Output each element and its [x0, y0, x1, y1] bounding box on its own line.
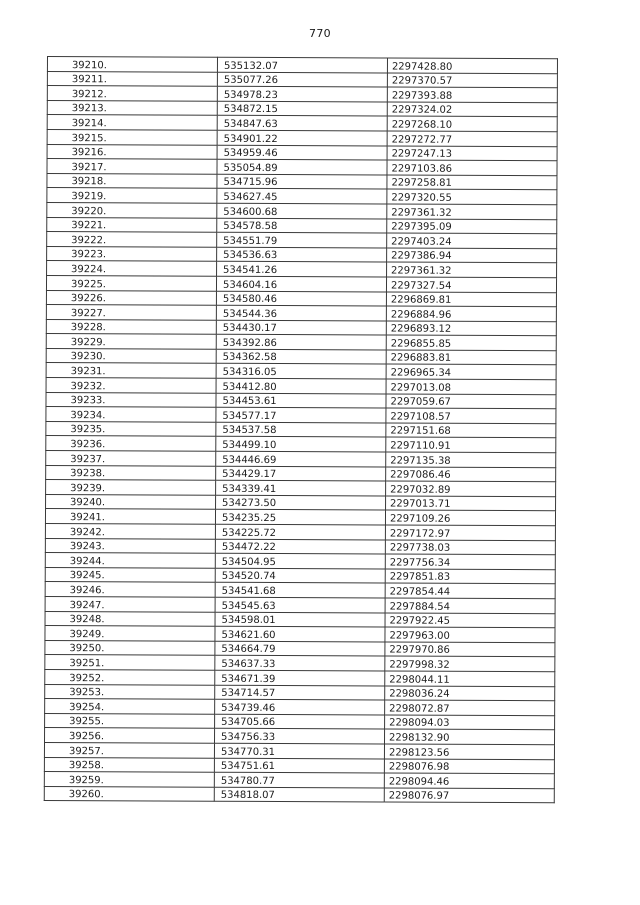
y-coordinate-cell: 2297247.13 [387, 146, 557, 161]
point-number-cell: 39220. [47, 202, 217, 217]
x-coordinate-cell: 534604.16 [216, 276, 386, 291]
point-number-cell: 39245. [45, 567, 215, 582]
x-coordinate-cell: 534598.01 [215, 612, 385, 627]
x-coordinate-cell: 534580.46 [216, 291, 386, 306]
point-number-cell: 39252. [45, 669, 215, 684]
point-number-cell: 39244. [45, 553, 215, 568]
x-coordinate-cell: 534453.61 [216, 393, 386, 408]
y-coordinate-cell: 2297970.86 [385, 642, 555, 657]
y-coordinate-cell: 2297370.57 [387, 73, 557, 88]
x-coordinate-cell: 534392.86 [216, 335, 386, 350]
x-coordinate-cell: 534756.33 [215, 729, 385, 744]
x-coordinate-cell: 534362.58 [216, 349, 386, 364]
x-coordinate-cell: 534446.69 [216, 451, 386, 466]
y-coordinate-cell: 2297884.54 [385, 598, 555, 613]
y-coordinate-cell: 2298072.87 [385, 700, 555, 715]
point-number-cell: 39237. [46, 451, 216, 466]
y-coordinate-cell: 2297013.71 [386, 496, 556, 511]
x-coordinate-cell: 534316.05 [216, 364, 386, 379]
point-number-cell: 39251. [45, 655, 215, 670]
point-number-cell: 39225. [46, 275, 216, 290]
y-coordinate-cell: 2297151.68 [386, 423, 556, 438]
y-coordinate-cell: 2297103.86 [387, 160, 557, 175]
x-coordinate-cell: 534537.58 [216, 422, 386, 437]
y-coordinate-cell: 2297109.26 [385, 510, 555, 525]
x-coordinate-cell: 534541.68 [215, 583, 385, 598]
point-number-cell: 39210. [47, 57, 217, 72]
point-number-cell: 39260. [44, 786, 214, 801]
y-coordinate-cell: 2297998.32 [385, 656, 555, 671]
y-coordinate-cell: 2297086.46 [386, 467, 556, 482]
x-coordinate-cell: 534235.25 [215, 510, 385, 525]
y-coordinate-cell: 2296869.81 [386, 291, 556, 306]
x-coordinate-cell: 535054.89 [217, 159, 387, 174]
y-coordinate-cell: 2297268.10 [387, 116, 557, 131]
point-number-cell: 39250. [45, 640, 215, 655]
point-number-cell: 39223. [47, 246, 217, 261]
x-coordinate-cell: 534959.46 [217, 145, 387, 160]
point-number-cell: 39230. [46, 348, 216, 363]
point-number-cell: 39258. [44, 757, 214, 772]
x-coordinate-cell: 534715.96 [217, 174, 387, 189]
y-coordinate-cell: 2297361.32 [387, 262, 557, 277]
point-number-cell: 39233. [46, 392, 216, 407]
point-number-cell: 39256. [45, 728, 215, 743]
y-coordinate-cell: 2297738.03 [385, 540, 555, 555]
point-number-cell: 39222. [47, 232, 217, 247]
y-coordinate-cell: 2298132.90 [385, 729, 555, 744]
x-coordinate-cell: 534225.72 [215, 524, 385, 539]
point-number-cell: 39228. [46, 319, 216, 334]
x-coordinate-cell: 534780.77 [214, 772, 384, 787]
x-coordinate-cell: 534600.68 [217, 203, 387, 218]
y-coordinate-cell: 2296855.85 [386, 335, 556, 350]
y-coordinate-cell: 2297258.81 [387, 175, 557, 190]
point-number-cell: 39241. [45, 509, 215, 524]
point-number-cell: 39242. [45, 523, 215, 538]
page-number: 770 [309, 27, 331, 40]
y-coordinate-cell: 2298076.98 [384, 758, 554, 773]
point-number-cell: 39211. [47, 71, 217, 86]
y-coordinate-cell: 2297963.00 [385, 627, 555, 642]
point-number-cell: 39259. [44, 772, 214, 787]
x-coordinate-cell: 534664.79 [215, 641, 385, 656]
x-coordinate-cell: 534705.66 [215, 714, 385, 729]
x-coordinate-cell: 534671.39 [215, 670, 385, 685]
y-coordinate-cell: 2297324.02 [387, 102, 557, 117]
x-coordinate-cell: 534621.60 [215, 626, 385, 641]
x-coordinate-cell: 534430.17 [216, 320, 386, 335]
y-coordinate-cell: 2297403.24 [387, 233, 557, 248]
point-number-cell: 39254. [45, 699, 215, 714]
point-number-cell: 39234. [46, 407, 216, 422]
point-number-cell: 39212. [47, 86, 217, 101]
y-coordinate-cell: 2298123.56 [384, 744, 554, 759]
point-number-cell: 39240. [46, 494, 216, 509]
x-coordinate-cell: 535132.07 [217, 57, 387, 72]
point-number-cell: 39229. [46, 334, 216, 349]
x-coordinate-cell: 534770.31 [214, 743, 384, 758]
x-coordinate-cell: 534637.33 [215, 656, 385, 671]
x-coordinate-cell: 534472.22 [215, 539, 385, 554]
x-coordinate-cell: 534429.17 [216, 466, 386, 481]
y-coordinate-cell: 2297361.32 [387, 204, 557, 219]
x-coordinate-cell: 534551.79 [217, 232, 387, 247]
y-coordinate-cell: 2297756.34 [385, 554, 555, 569]
point-number-cell: 39248. [45, 611, 215, 626]
x-coordinate-cell: 534739.46 [215, 699, 385, 714]
x-coordinate-cell: 534412.80 [216, 378, 386, 393]
x-coordinate-cell: 534499.10 [216, 437, 386, 452]
point-number-cell: 39238. [46, 465, 216, 480]
point-number-cell: 39215. [47, 129, 217, 144]
x-coordinate-cell: 534578.58 [217, 218, 387, 233]
point-number-cell: 39221. [47, 217, 217, 232]
y-coordinate-cell: 2297059.67 [386, 394, 556, 409]
coordinate-table [44, 56, 558, 804]
point-number-cell: 39255. [45, 713, 215, 728]
y-coordinate-cell: 2297327.54 [386, 277, 556, 292]
y-coordinate-cell: 2297013.08 [386, 379, 556, 394]
x-coordinate-cell: 534978.23 [217, 86, 387, 101]
y-coordinate-cell: 2298094.03 [385, 715, 555, 730]
y-coordinate-cell: 2297393.88 [387, 87, 557, 102]
y-coordinate-cell: 2297922.45 [385, 613, 555, 628]
point-number-cell: 39218. [47, 173, 217, 188]
y-coordinate-cell: 2296884.96 [386, 306, 556, 321]
table-row [44, 786, 554, 803]
y-coordinate-cell: 2298044.11 [385, 671, 555, 686]
point-number-cell: 39247. [45, 596, 215, 611]
x-coordinate-cell: 534545.63 [215, 597, 385, 612]
y-coordinate-cell: 2297320.55 [387, 189, 557, 204]
point-number-cell: 39236. [46, 436, 216, 451]
x-coordinate-cell: 534818.07 [214, 787, 384, 802]
point-number-cell: 39216. [47, 144, 217, 159]
y-coordinate-cell: 2297272.77 [387, 131, 557, 146]
y-coordinate-cell: 2297135.38 [386, 452, 556, 467]
y-coordinate-cell: 2297110.91 [386, 437, 556, 452]
point-number-cell: 39217. [47, 159, 217, 174]
point-number-cell: 39214. [47, 115, 217, 130]
point-number-cell: 39213. [47, 100, 217, 115]
y-coordinate-cell: 2298076.97 [384, 788, 554, 803]
y-coordinate-cell: 2297386.94 [387, 248, 557, 263]
y-coordinate-cell: 2297108.57 [386, 408, 556, 423]
point-number-cell: 39249. [45, 626, 215, 641]
point-number-cell: 39232. [46, 378, 216, 393]
x-coordinate-cell: 534520.74 [215, 568, 385, 583]
y-coordinate-cell: 2296883.81 [386, 350, 556, 365]
point-number-cell: 39246. [45, 582, 215, 597]
point-number-cell: 39235. [46, 421, 216, 436]
x-coordinate-cell: 534273.50 [216, 495, 386, 510]
y-coordinate-cell: 2297428.80 [387, 58, 557, 73]
y-coordinate-cell: 2296965.34 [386, 364, 556, 379]
x-coordinate-cell: 534504.95 [215, 553, 385, 568]
y-coordinate-cell: 2298094.46 [384, 773, 554, 788]
x-coordinate-cell: 535077.26 [217, 72, 387, 87]
point-number-cell: 39226. [46, 290, 216, 305]
point-number-cell: 39219. [47, 188, 217, 203]
y-coordinate-cell: 2297032.89 [386, 481, 556, 496]
point-number-cell: 39224. [47, 261, 217, 276]
point-number-cell: 39239. [46, 480, 216, 495]
x-coordinate-cell: 534901.22 [217, 130, 387, 145]
point-number-cell: 39257. [44, 742, 214, 757]
point-number-cell: 39243. [45, 538, 215, 553]
point-number-cell: 39227. [46, 305, 216, 320]
x-coordinate-cell: 534577.17 [216, 407, 386, 422]
x-coordinate-cell: 534536.63 [217, 247, 387, 262]
y-coordinate-cell: 2297395.09 [387, 219, 557, 234]
point-number-cell: 39253. [45, 684, 215, 699]
x-coordinate-cell: 534751.61 [214, 758, 384, 773]
point-number-cell: 39231. [46, 363, 216, 378]
x-coordinate-cell: 534627.45 [217, 189, 387, 204]
x-coordinate-cell: 534872.15 [217, 101, 387, 116]
y-coordinate-cell: 2297854.44 [385, 583, 555, 598]
x-coordinate-cell: 534847.63 [217, 116, 387, 131]
y-coordinate-cell: 2297172.97 [385, 525, 555, 540]
y-coordinate-cell: 2296893.12 [386, 321, 556, 336]
coordinate-table-body [44, 57, 557, 803]
y-coordinate-cell: 2297851.83 [385, 569, 555, 584]
x-coordinate-cell: 534544.36 [216, 305, 386, 320]
x-coordinate-cell: 534541.26 [217, 262, 387, 277]
x-coordinate-cell: 534339.41 [216, 480, 386, 495]
y-coordinate-cell: 2298036.24 [385, 686, 555, 701]
x-coordinate-cell: 534714.57 [215, 685, 385, 700]
